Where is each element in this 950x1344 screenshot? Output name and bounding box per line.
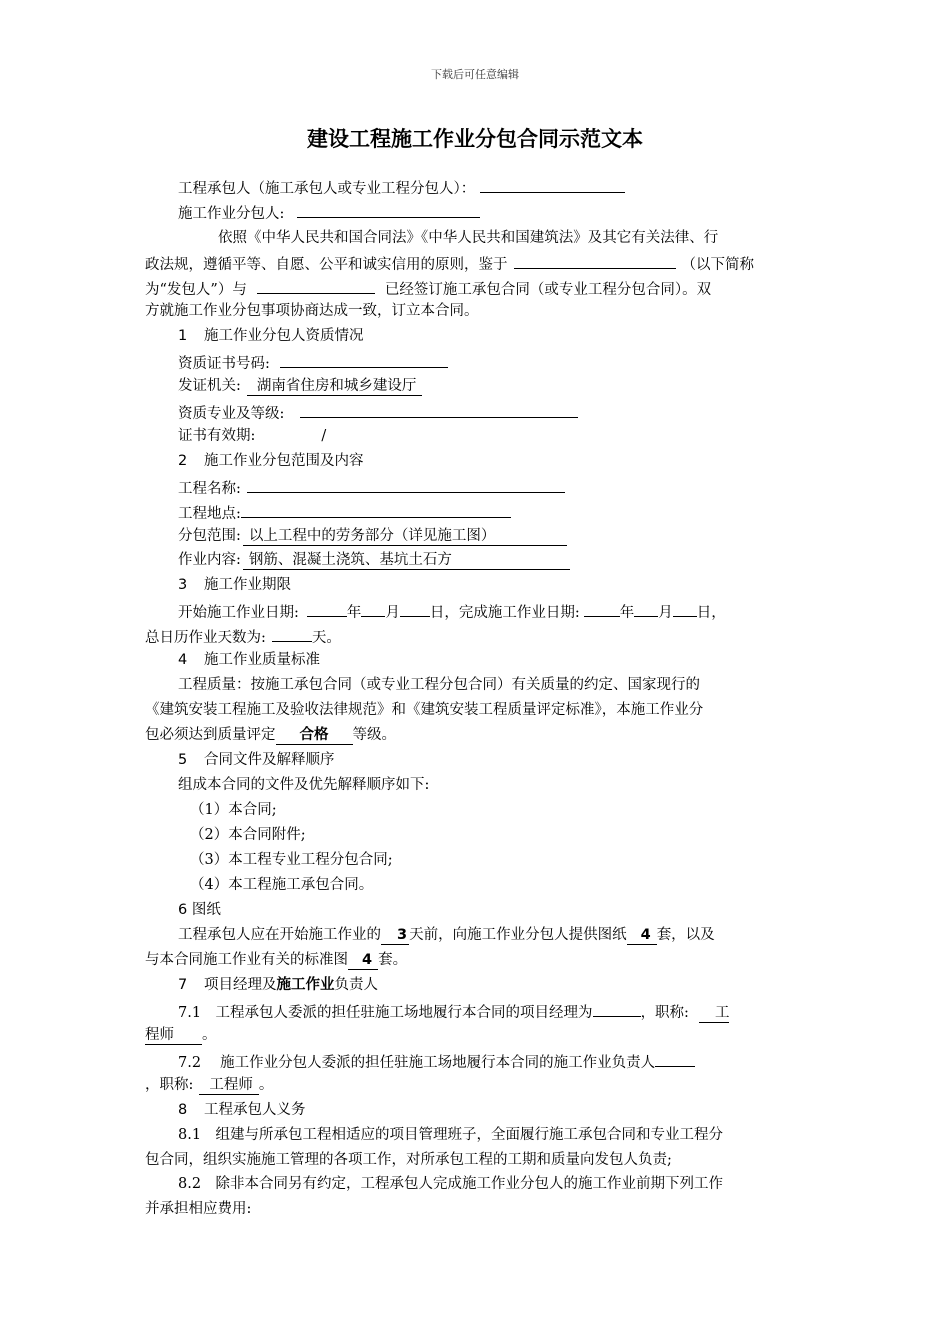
end-month-blank[interactable] (634, 600, 658, 617)
project-place-label: 工程地点: (178, 506, 241, 522)
drawings-line-2-tail: 套。 (378, 952, 408, 968)
section-3-heading (178, 575, 291, 595)
document-item-2: （2）本合同附件; (190, 827, 306, 843)
period-line-1 (178, 600, 726, 623)
work-content-line (178, 550, 570, 570)
month-label-2: 月 (658, 605, 673, 621)
scope-label: 分包范围: (178, 528, 241, 544)
grade-line (178, 401, 578, 424)
start-year-blank[interactable] (307, 600, 347, 617)
quality-grade-value: 合格 (276, 727, 353, 745)
intro-line-2-tail: （以下简称 (681, 257, 754, 273)
foreman-line-1-text: 7.2 施工作业分包人委派的担任驻施工场地履行本合同的施工作业负责人 (178, 1055, 656, 1071)
start-month-blank[interactable] (361, 600, 385, 617)
drawings-sets-value: 4 (627, 927, 657, 945)
project-name-line (178, 476, 565, 499)
valid-line (178, 426, 326, 446)
total-days-label: 总日历作业天数为: (145, 630, 266, 646)
intro-line-2-text: 政法规，遵循平等、自愿、公平和诚实信用的原则，鉴于 (145, 257, 508, 273)
obligation-2-line-2: 并承担相应费用: (145, 1201, 252, 1217)
section-7-title-c: 负责人 (334, 977, 378, 993)
project-place-line (178, 501, 511, 524)
section-2-number: 2 (178, 453, 188, 469)
section-7-number: 7 (178, 977, 188, 993)
section-4-number: 4 (178, 652, 188, 668)
foreman-line-2 (145, 1075, 273, 1095)
document-item-3: （3）本工程专业工程分包合同; (190, 852, 393, 868)
intro-line-4: 方就施工作业分包事项协商达成一致，订立本合同。 (145, 303, 479, 319)
party-blank[interactable] (257, 277, 375, 294)
document-title: 建设工程施工作业分包合同示范文本 (307, 127, 643, 151)
subcontractor-blank[interactable] (297, 201, 480, 218)
cert-number-blank[interactable] (280, 351, 448, 368)
manager-name-blank[interactable] (593, 1000, 641, 1017)
drawings-line-1-text: 工程承包人应在开始施工作业的 (178, 927, 381, 943)
section-5-number: 5 (178, 752, 188, 768)
work-content-value: 钢筋、混凝土浇筑、基坑土石方 (243, 552, 570, 570)
section-8-title: 工程承包人义务 (204, 1102, 306, 1118)
section-5-title: 合同文件及解释顺序 (204, 752, 335, 768)
drawings-line-2-text: 与本合同施工作业有关的标准图 (145, 952, 348, 968)
document-item-1: （1）本合同; (190, 802, 277, 818)
drawings-line-1 (178, 925, 715, 945)
end-day-blank[interactable] (673, 600, 697, 617)
standard-sets-value: 4 (348, 952, 378, 970)
foreman-title-value: 工程师 (199, 1077, 259, 1095)
manager-title-value-b: 程师 (145, 1027, 202, 1045)
section-4-heading (178, 650, 320, 670)
page-header: 下载后可任意编辑 (431, 68, 519, 81)
section-1-title: 施工作业分包人资质情况 (204, 328, 364, 344)
drawings-line-2 (145, 950, 407, 970)
days-label: 天。 (311, 630, 341, 646)
end-year-blank[interactable] (584, 600, 620, 617)
start-date-label: 开始施工作业日期: (178, 605, 299, 621)
section-8-heading (178, 1100, 306, 1120)
total-days-blank[interactable] (272, 625, 312, 642)
period-line-2 (145, 625, 341, 648)
manager-line-1 (178, 1000, 729, 1023)
obligation-1-line-1: 8.1 组建与所承包工程相适应的项目管理班子，全面履行施工承包合同和专业工程分 (178, 1127, 724, 1143)
intro-line-3 (145, 277, 711, 300)
project-place-blank[interactable] (241, 501, 511, 518)
section-7-title-a: 项目经理及 (204, 977, 277, 993)
day-label-2: 日， (696, 605, 726, 621)
section-4-title: 施工作业质量标准 (204, 652, 320, 668)
quality-line-1: 工程质量：按施工承包合同（或专业工程分包合同）有关质量的约定、国家现行的 (178, 677, 700, 693)
project-name-blank[interactable] (247, 476, 565, 493)
foreman-name-blank[interactable] (655, 1050, 695, 1067)
foreman-line-end: 。 (258, 1077, 274, 1093)
section-2-heading (178, 451, 364, 471)
month-label: 月 (385, 605, 400, 621)
intro-line-1: 依照《中华人民共和国合同法》《中华人民共和国建筑法》及其它有关法律、行 (218, 230, 719, 246)
intro-line-3-text: 为“发包人”）与 (145, 282, 247, 298)
subcontractor-label: 施工作业分包人: (178, 206, 285, 222)
foreman-line-1 (178, 1050, 695, 1073)
grade-label: 资质专业及等级: (178, 406, 285, 422)
section-8-number: 8 (178, 1102, 188, 1118)
contractor-line (178, 176, 625, 199)
document-item-4: （4）本工程施工承包合同。 (190, 877, 374, 893)
drawings-line-1-tail: 套，以及 (656, 927, 715, 943)
obligation-2-line-1: 8.2 除非本合同另有约定，工程承包人完成施工作业分包人的施工作业前期下列工作 (178, 1176, 724, 1192)
start-day-blank[interactable] (400, 600, 430, 617)
project-name-label: 工程名称: (178, 481, 241, 497)
quality-line-3-tail: 等级。 (352, 727, 396, 743)
issuer-line (178, 376, 422, 396)
issuer-label: 发证机关: (178, 378, 241, 394)
section-7-heading (178, 975, 378, 995)
contractor-blank[interactable] (480, 176, 625, 193)
intro-line-3-tail: 已经签订施工承包合同（或专业工程分包合同）。双 (384, 282, 712, 298)
scope-line (178, 526, 567, 546)
section-1-number: 1 (178, 328, 188, 344)
subcontractor-line (178, 201, 480, 224)
drawings-days-value: 3 (381, 927, 409, 945)
year-label: 年 (346, 605, 362, 621)
intro-line-2 (145, 252, 754, 275)
end-date-label: 日，完成施工作业日期: (429, 605, 580, 621)
obligation-1-line-2: 包合同，组织实施施工管理的各项工作，对所承包工程的工期和质量向发包人负责; (145, 1152, 672, 1168)
section-6-heading: 6 图纸 (178, 902, 221, 918)
quality-line-3-text: 包必须达到质量评定 (145, 727, 276, 743)
section-3-number: 3 (178, 577, 188, 593)
scope-value: 以上工程中的劳务部分（详见施工图） (243, 528, 568, 546)
section-5-heading (178, 750, 335, 770)
grade-blank[interactable] (300, 401, 578, 418)
drawings-line-1-mid: 天前，向施工作业分包人提供图纸 (409, 927, 627, 943)
manager-line-end: 。 (202, 1027, 217, 1043)
manager-title-value-a: 工 (699, 1005, 730, 1023)
manager-line-1-text: 7.1 工程承包人委派的担任驻施工场地履行本合同的项目经理为 (178, 1005, 593, 1021)
documents-lead: 组成本合同的文件及优先解释顺序如下: (178, 777, 430, 793)
section-7-title-b: 施工作业 (276, 977, 335, 993)
contractor-label: 工程承包人（施工承包人或专业工程分包人）： (178, 181, 476, 197)
employer-blank[interactable] (514, 252, 676, 269)
issuer-value: 湖南省住房和城乡建设厅 (247, 378, 423, 396)
foreman-title-label: ，职称: (145, 1077, 194, 1093)
work-content-label: 作业内容: (178, 552, 241, 568)
quality-line-2: 《建筑安装工程施工及验收法律规范》和《建筑安装工程质量评定标准》，本施工作业分 (145, 702, 704, 718)
manager-line-2 (145, 1025, 217, 1045)
section-3-title: 施工作业期限 (204, 577, 291, 593)
quality-line-3 (145, 725, 396, 745)
section-2-title: 施工作业分包范围及内容 (204, 453, 364, 469)
cert-number-line (178, 351, 448, 374)
year-label-2: 年 (619, 605, 635, 621)
section-1-heading (178, 326, 364, 346)
valid-label: 证书有效期: (178, 428, 256, 444)
valid-value: / (321, 428, 327, 444)
cert-number-label: 资质证书号码: (178, 356, 270, 372)
manager-title-label: ，职称: (640, 1005, 689, 1021)
